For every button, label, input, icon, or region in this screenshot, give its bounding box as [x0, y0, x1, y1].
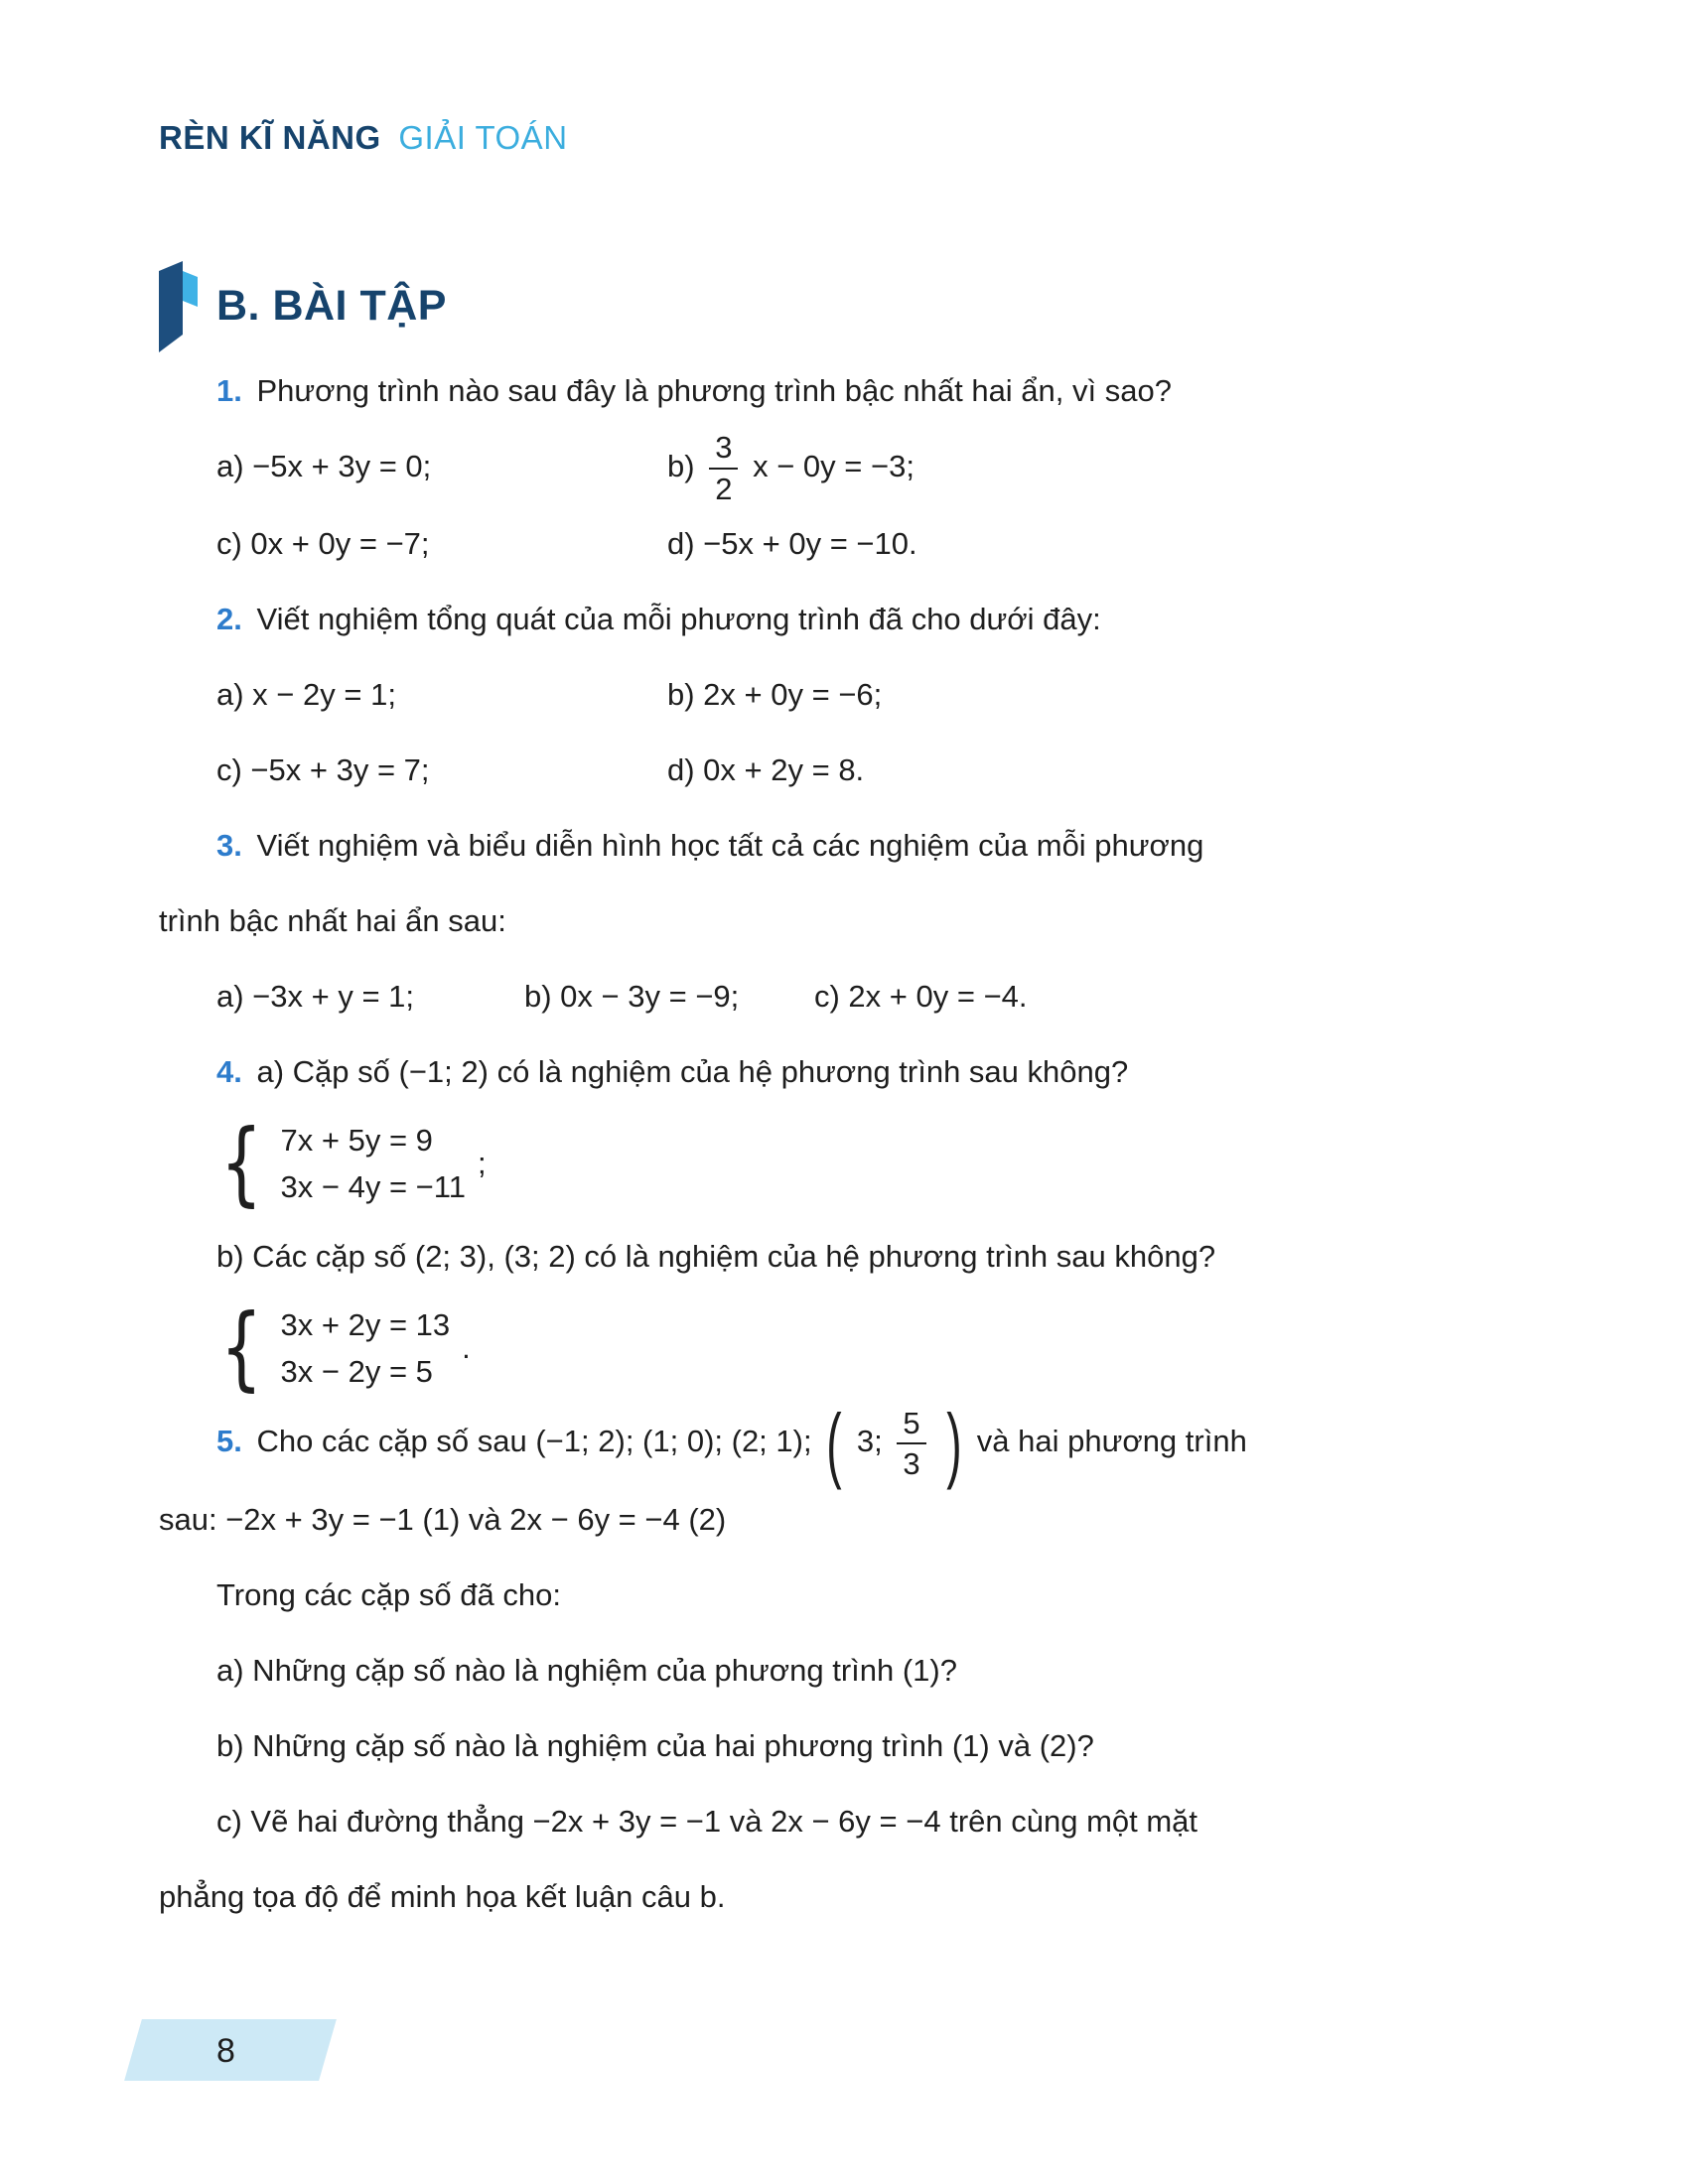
problem-4-number: 4. [216, 1054, 242, 1090]
problem-1-item-a: a) −5x + 3y = 0; [216, 449, 432, 483]
problem-5-item-c-line-1 [159, 1784, 1589, 1859]
left-brace-icon: { [220, 1110, 263, 1217]
fraction-five-thirds [897, 1406, 925, 1482]
page-number: 8 [216, 2032, 235, 2070]
problem-5-item-a-text: a) Những cặp số nào là nghiệm của phương trình (1)? [216, 1652, 957, 1688]
problem-2-statement [159, 582, 1589, 657]
problem-3-item-c: c) 2x + 0y = −4. [814, 979, 1028, 1015]
problem-1-row-ab [159, 429, 1589, 506]
problem-5-item-c-text-line-2: phẳng tọa độ để minh họa kết luận câu b. [159, 1878, 726, 1914]
problem-1-number: 1. [216, 373, 242, 408]
system-1-equation-2: 3x − 4y = −11 [280, 1169, 466, 1205]
problem-3-text-line-1: Viết nghiệm và biểu diễn hình học tất cả các nghiệm của mỗi phương [256, 828, 1204, 864]
running-head-subtitle: GIẢI TOÁN [398, 119, 568, 156]
problem-5-intro: Cho các cặp số sau (−1; 2); (1; 0); (2; 1); [256, 1424, 812, 1459]
problem-4-statement-b [159, 1219, 1589, 1295]
problem-5-equations-line: sau: −2x + 3y = −1 (1) và 2x − 6y = −4 (2) [159, 1501, 727, 1537]
problem-5-statement-line-1: 5. Cho các cặp số sau (−1; 2); (1; 0); (2; 1); ( 3; $\frac{5}{3}$ ) và hai phương trình [216, 1397, 1247, 1491]
problem-5-item-a [159, 1633, 1589, 1708]
problem-5-statement-line-2 [159, 1482, 1589, 1558]
fraction-numerator: 5 [897, 1406, 925, 1445]
problem-5-item-c-text-line-1: c) Vẽ hai đường thẳng −2x + 3y = −1 và 2x − 6y = −4 trên cùng một mặt [216, 1803, 1198, 1839]
system-of-equations-1 [220, 1110, 1589, 1219]
system-2-equations [281, 1306, 451, 1390]
pair-first-value: 3; [856, 1424, 883, 1459]
problem-5-item-b-text: b) Những cặp số nào là nghiệm của hai phương trình (1) và (2)? [216, 1727, 1094, 1763]
fraction-denominator: 2 [715, 471, 733, 506]
page-content [159, 117, 1589, 1935]
problem-1-item-b-label: b) [667, 449, 695, 483]
problem-2-number: 2. [216, 602, 242, 637]
problem-1-item-d: d) −5x + 0y = −10. [667, 526, 917, 562]
problem-5-number: 5. [216, 1424, 242, 1459]
system-2-equation-1: 3x + 2y = 13 [280, 1307, 451, 1343]
bookmark-icon [155, 259, 201, 352]
problem-2-text: Viết nghiệm tổng quát của mỗi phương trình đã cho dưới đây: [256, 602, 1101, 637]
running-head [159, 117, 1589, 159]
problem-5-lead-in-text: Trong các cặp số đã cho: [216, 1576, 561, 1612]
problem-3-item-a: a) −3x + y = 1; [216, 979, 415, 1015]
problem-3-number: 3. [216, 828, 242, 864]
problem-1-row-cd [159, 506, 1589, 582]
problem-3-statement-line-2 [159, 884, 1589, 959]
problem-2-row-ab [159, 657, 1589, 733]
problem-3-statement-line-1 [159, 808, 1589, 884]
running-head-title: RÈN KĨ NĂNG [159, 119, 381, 156]
problem-1-statement [159, 353, 1589, 429]
problem-4-statement-a [159, 1034, 1589, 1110]
problem-2-item-c: c) −5x + 3y = 7; [216, 752, 430, 788]
problem-1-item-c: c) 0x + 0y = −7; [216, 526, 430, 562]
problem-2-item-d: d) 0x + 2y = 8. [667, 752, 865, 788]
problem-5-item-c-line-2 [159, 1859, 1589, 1935]
fraction-denominator: 3 [903, 1446, 920, 1482]
system-1-punctuation: ; [477, 1146, 487, 1181]
problem-1-item-b [667, 429, 914, 506]
problem-1-item-b-equation: x − 0y = −3; [753, 449, 914, 483]
problem-2-item-a: a) x − 2y = 1; [216, 677, 396, 713]
system-1-equations [281, 1122, 466, 1205]
section-title: B. BÀI TẬP [216, 281, 447, 330]
problem-2-row-cd [159, 733, 1589, 808]
problem-2-item-b: b) 2x + 0y = −6; [667, 677, 883, 713]
fraction-numerator: 3 [709, 430, 738, 470]
problem-5-intro-tail: và hai phương trình [976, 1424, 1247, 1459]
system-of-equations-2 [220, 1295, 1589, 1404]
left-brace-icon: { [220, 1295, 263, 1402]
problem-1-text: Phương trình nào sau đây là phương trình bậc nhất hai ẩn, vì sao? [256, 373, 1172, 408]
system-1-equation-1: 7x + 5y = 9 [280, 1123, 433, 1159]
section-heading [155, 258, 1589, 353]
problem-3-text-line-2: trình bậc nhất hai ẩn sau: [159, 903, 506, 939]
problem-4-text-b: b) Các cặp số (2; 3), (3; 2) có là nghiệm của hệ phương trình sau không? [216, 1239, 1216, 1275]
problem-4-text-a: a) Cặp số (−1; 2) có là nghiệm của hệ phương trình sau không? [256, 1054, 1129, 1090]
system-2-equation-2: 3x − 2y = 5 [280, 1354, 433, 1390]
problem-5-lead-in [159, 1558, 1589, 1633]
system-2-punctuation: . [462, 1330, 471, 1366]
problem-5-item-b [159, 1708, 1589, 1784]
fraction-three-halves [709, 430, 738, 506]
problem-3-item-b: b) 0x − 3y = −9; [524, 979, 740, 1015]
problem-3-row-abc [159, 959, 1589, 1034]
